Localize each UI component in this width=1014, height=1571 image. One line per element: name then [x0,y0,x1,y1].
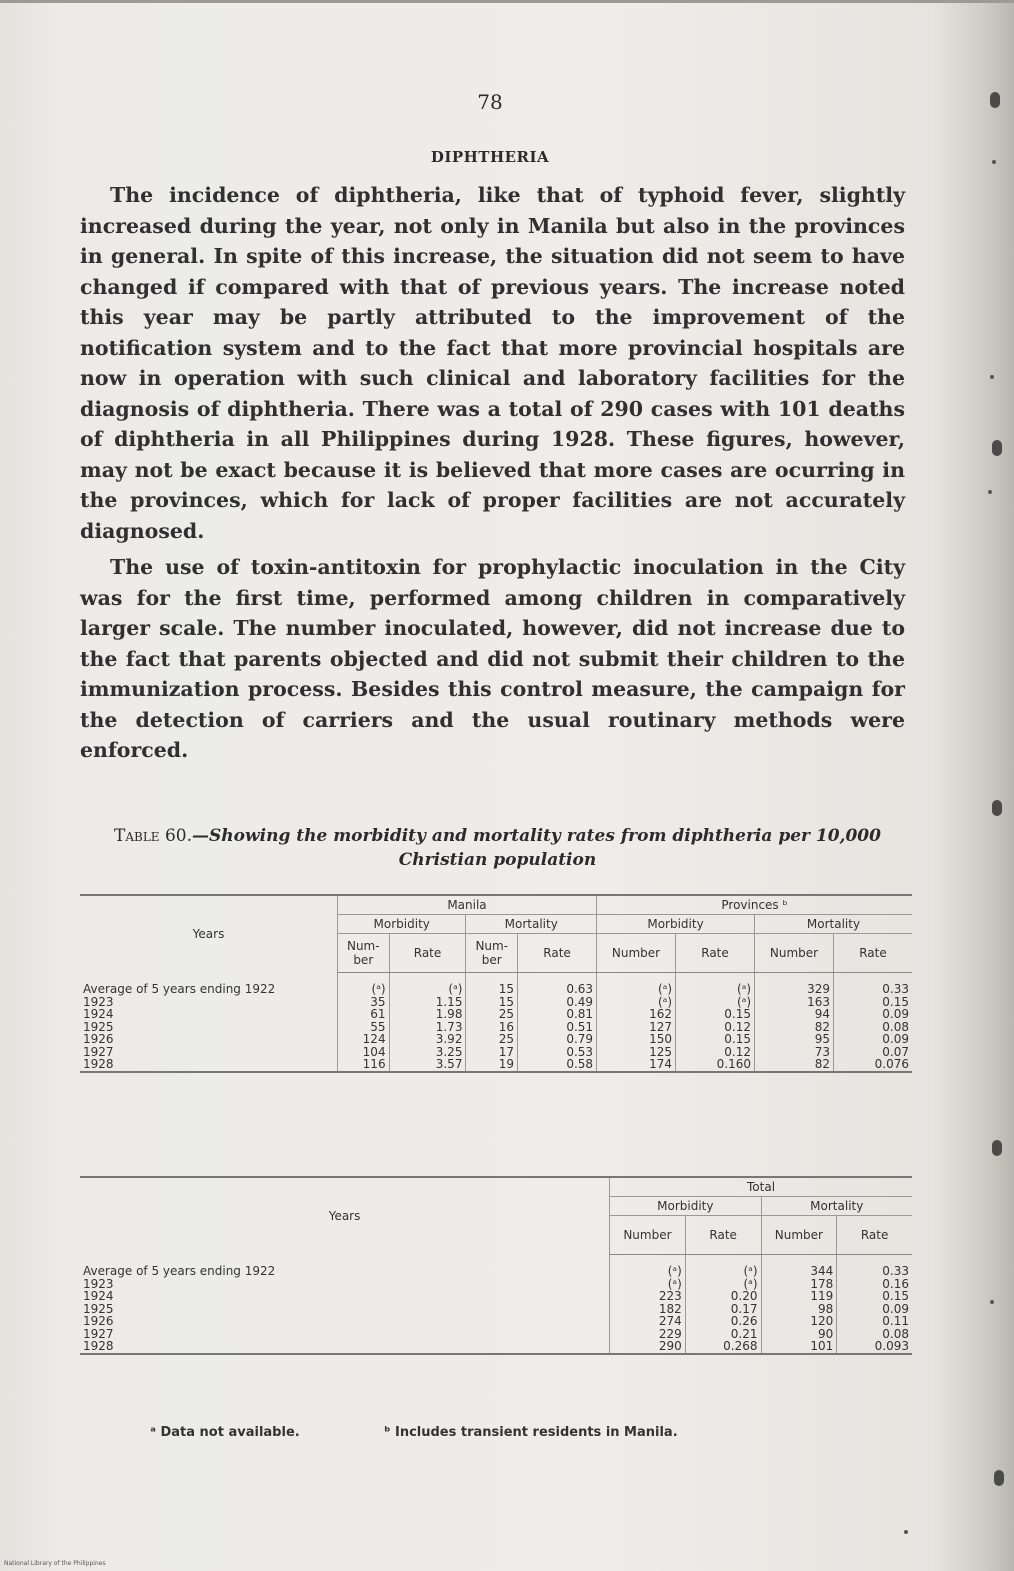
table-cell: 150 [597,1033,676,1046]
table-cell: 0.21 [685,1328,761,1341]
table-row [80,1008,912,1021]
table-cell: 0.09 [833,1033,912,1046]
table-cell: 15 [466,973,518,996]
table-row [80,1278,912,1291]
row-label-years: 1928 [83,1057,114,1071]
col-group-provinces-morbidity: Morbidity [597,915,755,934]
footnote-a: ᵃ Data not available. [150,1425,300,1440]
table-caption-label: Table 60. [114,826,193,846]
page-number: 78 [477,90,503,114]
table-row [80,1058,912,1072]
table-cell: 229 [610,1328,686,1341]
col-header-number: Num-ber [337,934,389,973]
table-cell: 95 [755,1033,834,1046]
table-cell: 0.26 [685,1315,761,1328]
paragraph-1: The incidence of diphtheria, like that of typhoid fever, slightly increased during the year, not only in Manila but also in the provinces in general. In spite of this increase, the situation did not seem to have changed if compared with that of previous years. The increase noted this year may be partly attributed to the improvement of the notification system and to the fact that more provincial hospitals are now in operation with such clinical and laboratory facilities for the diagnosis of diphtheria. There was a total of 290 cases with 101 deaths of diphtheria in all Philippines during 1928. These figures, however, may not be exact because it is believed that more cases are ocurring in the provinces, which for lack of proper facilities are not accurately diagnosed. [80,183,905,543]
table-cell: (ᵃ) [676,996,755,1009]
table-cell: 329 [755,973,834,996]
table-cell: (ᵃ) [337,973,389,996]
table-cell: 344 [761,1255,837,1278]
table-cell: 290 [610,1340,686,1354]
col-header-rate: Rate [833,934,912,973]
row-label-years: Average of 5 years ending 1922 [83,1263,276,1278]
body-text [80,180,905,766]
table-caption-text: —Showing the morbidity and mortality rates from diphtheria per 10,000 Christian population [192,826,881,870]
table-cell: (ᵃ) [685,1255,761,1278]
table-body [80,1255,912,1354]
row-label-years: 1926 [83,1032,114,1046]
section-title: DIPHTHERIA [430,148,550,166]
table-row [80,1290,912,1303]
table-cell: 0.11 [837,1315,912,1328]
table-cell: 82 [755,1021,834,1034]
table-cell: 0.51 [518,1021,597,1034]
table-cell: 15 [466,996,518,1009]
table-cell: 0.58 [518,1058,597,1072]
table-manila-provinces [80,894,912,1073]
col-group-total: Total [610,1177,912,1197]
footnote-b: ᵇ Includes transient residents in Manila. [384,1425,678,1440]
col-header-rate: Rate [676,934,755,973]
col-header-number: Number [761,1216,837,1255]
table-cell: 3.92 [389,1033,466,1046]
table-cell: 1.73 [389,1021,466,1034]
table-cell: (ᵃ) [676,973,755,996]
table-cell: 0.076 [833,1058,912,1072]
table-cell: (ᵃ) [610,1255,686,1278]
table-cell: 73 [755,1046,834,1059]
table-cell: 0.09 [833,1008,912,1021]
col-header-rate: Rate [518,934,597,973]
table-cell: 55 [337,1021,389,1034]
table-cell: 17 [466,1046,518,1059]
table-row [80,1303,912,1316]
table-cell: 0.20 [685,1290,761,1303]
col-group-manila: Manila [337,895,596,915]
binder-hole [990,92,1000,108]
col-header-years: Years [328,1209,361,1224]
table-cell: 0.093 [837,1340,912,1354]
paper-speck [990,375,994,379]
table-cell: 120 [761,1315,837,1328]
table-row [80,1046,912,1059]
table-cell: 0.08 [833,1021,912,1034]
table-cell: 3.57 [389,1058,466,1072]
paper-speck [992,160,996,164]
col-header-number: Number [755,934,834,973]
binder-hole [994,1470,1004,1486]
table-cell: 35 [337,996,389,1009]
table-cell: 1.15 [389,996,466,1009]
table-cell: 0.49 [518,996,597,1009]
table-cell: 119 [761,1290,837,1303]
table-cell: 25 [466,1008,518,1021]
col-header-years: Years [192,927,225,942]
table-cell: 223 [610,1290,686,1303]
table-cell: 98 [761,1303,837,1316]
col-group-provinces: Provinces ᵇ [597,895,912,915]
table-cell: 0.16 [837,1278,912,1291]
col-header-number: Number [597,934,676,973]
table-cell: 0.33 [833,973,912,996]
table-caption [80,824,915,872]
table-cell: 0.15 [837,1290,912,1303]
col-header-rate: Rate [837,1216,912,1255]
table-cell: 101 [761,1340,837,1354]
table-cell: 0.15 [676,1033,755,1046]
col-group-total-morbidity: Morbidity [610,1197,761,1216]
col-group-total-mortality: Mortality [761,1197,912,1216]
col-header-rate: Rate [685,1216,761,1255]
table-cell: 0.15 [833,996,912,1009]
table-cell: 182 [610,1303,686,1316]
table-cell: 61 [337,1008,389,1021]
table-row [80,1033,912,1046]
row-label-years: Average of 5 years ending 1922 [83,981,276,996]
table-cell: 0.79 [518,1033,597,1046]
row-label-years: 1926 [83,1314,114,1328]
binder-hole [992,1140,1002,1156]
table-cell: 0.160 [676,1058,755,1072]
table-cell: 25 [466,1033,518,1046]
table-cell: 0.33 [837,1255,912,1278]
table-cell: 162 [597,1008,676,1021]
table-cell: 16 [466,1021,518,1034]
table-cell: (ᵃ) [597,973,676,996]
table-row [80,1315,912,1328]
table-row [80,1328,912,1341]
table-cell: 163 [755,996,834,1009]
table-cell: (ᵃ) [597,996,676,1009]
table-cell: 1.98 [389,1008,466,1021]
table-cell: 90 [761,1328,837,1341]
paper-speck [988,490,992,494]
paper-speck [904,1530,908,1534]
col-group-manila-mortality: Mortality [466,915,597,934]
table-row [80,973,912,996]
row-label-years: 1927 [83,1044,114,1059]
table-cell: 82 [755,1058,834,1072]
col-header-number: Number [610,1216,686,1255]
row-label-years: 1928 [83,1339,114,1353]
table-cell: 104 [337,1046,389,1059]
table-cell: 94 [755,1008,834,1021]
col-header-number: Num-ber [466,934,518,973]
table-cell: 0.15 [676,1008,755,1021]
table-cell: 0.09 [837,1303,912,1316]
table-cell: 0.17 [685,1303,761,1316]
row-label-years: 1924 [83,1289,114,1303]
table-cell: 127 [597,1021,676,1034]
table-cell: 0.08 [837,1328,912,1341]
table-cell: 274 [610,1315,686,1328]
table-cell: 0.12 [676,1046,755,1059]
table-cell: 0.81 [518,1008,597,1021]
table-cell: (ᵃ) [685,1278,761,1291]
row-label-years: 1925 [83,1019,114,1034]
paper-speck [990,1300,994,1304]
row-label-years: 1923 [83,1276,114,1291]
table-cell: 124 [337,1033,389,1046]
paragraph-2: The use of toxin-antitoxin for prophylactic inoculation in the City was for the first time, performed among children in comparatively larger scale. The number inoculated, however, did not increase due to the fact that parents objected and did not submit their children to the immunization process. Besides this control measure, the campaign for the detection of carriers and the usual routinary methods were enforced. [80,555,905,762]
table-total [80,1176,912,1355]
table-cell: 0.07 [833,1046,912,1059]
footnotes [150,1425,850,1440]
row-label-years: 1923 [83,994,114,1009]
table-row [80,996,912,1009]
table-cell: 19 [466,1058,518,1072]
binder-hole [992,440,1002,456]
col-header-rate: Rate [389,934,466,973]
table-row [80,1255,912,1278]
table-body [80,973,912,1072]
table-row [80,1340,912,1354]
table-cell: 0.268 [685,1340,761,1354]
row-label-years: 1927 [83,1326,114,1341]
row-label-years: 1924 [83,1007,114,1021]
table-cell: (ᵃ) [610,1278,686,1291]
table-cell: 174 [597,1058,676,1072]
binder-hole [992,800,1002,816]
table-cell: 178 [761,1278,837,1291]
row-label-years: 1925 [83,1301,114,1316]
table-cell: 116 [337,1058,389,1072]
table-row [80,1021,912,1034]
table-cell: (ᵃ) [389,973,466,996]
table-cell: 3.25 [389,1046,466,1059]
table-cell: 125 [597,1046,676,1059]
col-group-provinces-mortality: Mortality [755,915,913,934]
library-imprint: National Library of the Philippines [4,1560,106,1567]
table-cell: 0.12 [676,1021,755,1034]
table-cell: 0.63 [518,973,597,996]
table-cell: 0.53 [518,1046,597,1059]
col-group-manila-morbidity: Morbidity [337,915,465,934]
scan-edge-line [0,0,1014,3]
